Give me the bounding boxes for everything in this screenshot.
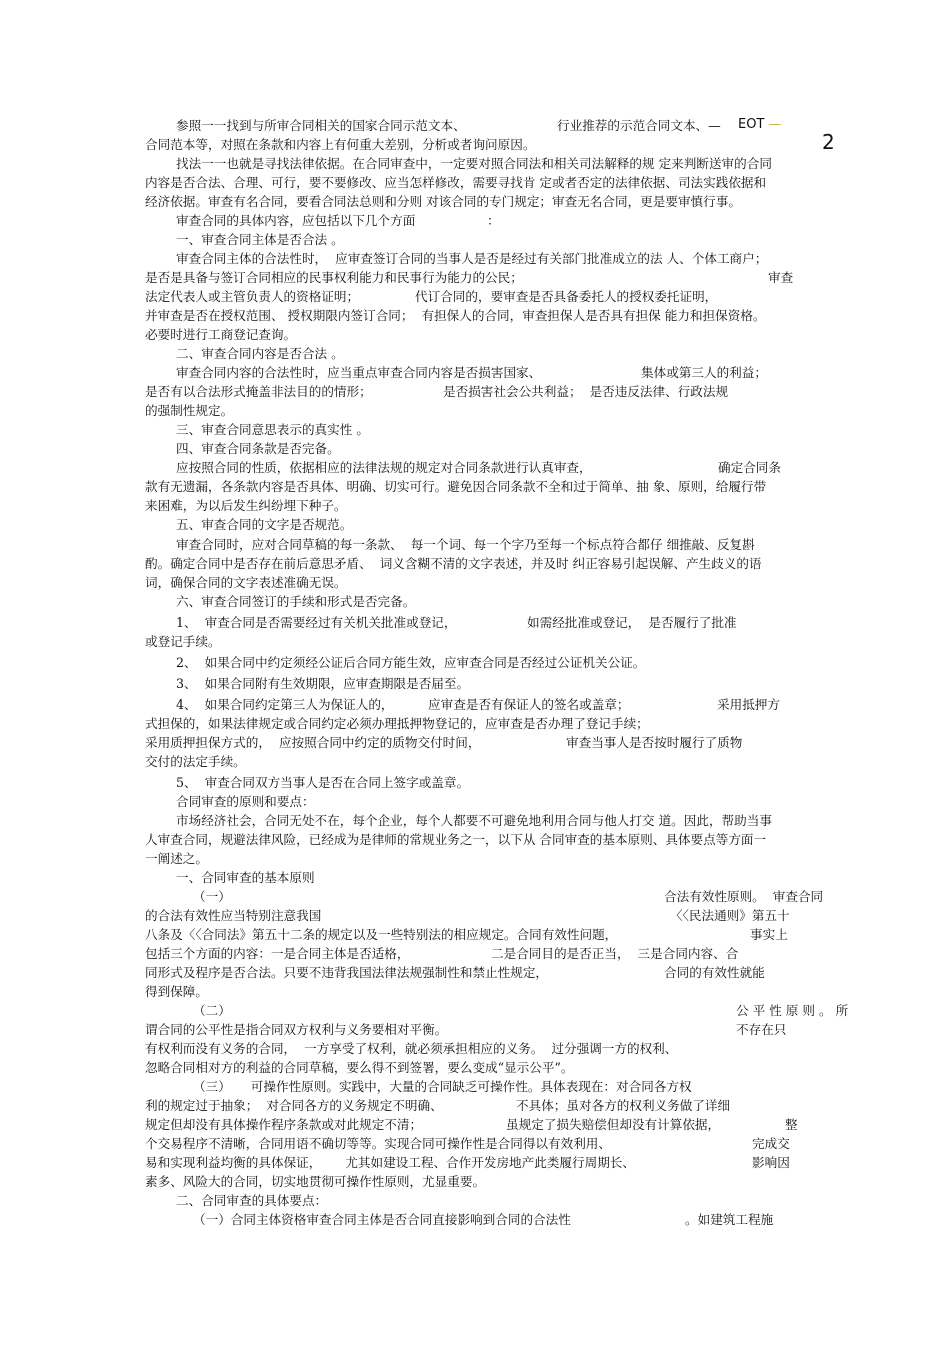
text-line: 素多、风险大的合同，切实地贯彻可操作性原则，尤显重要。 [145, 1174, 486, 1189]
eot-dash: — [764, 117, 782, 132]
text-line: 式担保的，如果法律规定或合同约定必须办理抵押物登记的，应审查是否办理了登记手续； [145, 716, 649, 731]
text-line: 法定代表人或主管负责人的资格证明； [145, 289, 360, 304]
text-line: 审查合同时，应对合同草稿的每一条款、 每一个词、每一个字乃至每一个标点符合都仔 细推敲、反复斟 [176, 537, 755, 552]
text-line: 忽略合同相对方的利益的合同草稿，要么得不到签署，要么变成“显示公平”。 [145, 1060, 574, 1075]
text-line: 合同的有效性就能 [664, 965, 765, 980]
text-line: （一）合同主体资格审查合同主体是否合同直接影响到合同的合法性 [193, 1212, 571, 1227]
text-line: 必要时进行工商登记查询。 [145, 327, 297, 342]
text-line: 是否是具备与签订合同相应的民事权利能力和民事行为能力的公民； [145, 270, 523, 285]
text-line: 2、 如果合同中约定须经公证后合同方能生效，应审查合同是否经过公证机关公证。 [176, 655, 646, 670]
text-line: 采用抵押方 [717, 697, 780, 712]
text-line: 〈〈民法通则》第五十 [670, 908, 790, 923]
text-line: 合同审查的原则和要点： [176, 794, 315, 809]
text-line: 影响因 [752, 1155, 790, 1170]
text-line: 审查当事人是否按时履行了质物 [566, 735, 743, 750]
text-line: 参照一一找到与所审合同相关的国家合同示范文本、 [176, 118, 466, 133]
text-line: 4、 如果合同约定第三人为保证人的， [176, 697, 394, 712]
text-line: 如需经批准或登记， 是否履行了批准 [527, 615, 737, 630]
text-line: 的合法有效性应当特别注意我国 [145, 908, 322, 923]
header-eot-mark [738, 117, 782, 132]
text-line: 五、审查合同的文字是否规范。 [176, 517, 353, 532]
text-line: 一、审查合同主体是否合法 。 [176, 232, 344, 247]
text-line: 词，确保合同的文字表述准确无误。 [145, 575, 347, 590]
text-line: 或登记手续。 [145, 634, 221, 649]
text-line: 包括三个方面的内容：一是合同主体是否适格， [145, 946, 410, 961]
text-line: 款有无遗漏，各条款内容是否具体、明确、切实可行。避免因合同条款不全和过于简单、抽 象、原则，给履行带 [145, 479, 767, 494]
text-line: 不具体；虽对各方的权利义务做了详细 [516, 1098, 731, 1113]
text-line: 人审查合同，规避法律风险，已经成为是律师的常规业务之一，以下从 合同审查的基本原则、具体要点等方面一 [145, 832, 767, 847]
text-line: 审查 [768, 270, 794, 285]
text-line: 应按照合同的性质，依据相应的法律法规的规定对合同条款进行认真审查， [176, 460, 592, 475]
text-line: 审查合同主体的合法性时， 应审查签订合同的当事人是否是经过有关部门批准成立的法 人、个体工商户； [176, 251, 768, 266]
text-line: 内容是否合法、合理、可行，要不要修改、应当怎样修改，需要寻找肯 定或者否定的法律依据、司法实践依据和 [145, 175, 767, 190]
text-line: 八条及〈〈合同法》第五十二条的规定以及一些特别法的相应规定。合同有效性问题， [145, 927, 618, 942]
page-number: 2 [822, 130, 835, 154]
text-line: 合法有效性原则。 审查合同 [664, 889, 824, 904]
text-line: 事实上 [750, 927, 788, 942]
text-line: （一） [193, 889, 231, 904]
text-line: （二） [193, 1003, 231, 1018]
text-line: 交付的法定手续。 [145, 754, 246, 769]
text-line: 5、 审查合同双方当事人是否在合同上签字或盖章。 [176, 775, 470, 790]
text-line: 的强制性规定。 [145, 403, 234, 418]
text-line: 确定合同条 [718, 460, 781, 475]
text-line: 谓合同的公平性是指合同双方权利与义务要相对平衡。 [145, 1022, 448, 1037]
eot-text: EOT [738, 117, 765, 132]
text-line: 是否损害社会公共利益； 是否违反法律、行政法规 [443, 384, 729, 399]
text-line: 市场经济社会，合同无处不在，每个企业，每个人都要不可避免地利用合同与他人打交 道。因此，帮助当事 [176, 813, 772, 828]
text-line: 虽规定了损失赔偿但却没有计算依据， [506, 1117, 721, 1132]
text-line: 找法一一也就是寻找法律依据。在合同审查中，一定要对照合同法和相关司法解释的规 定来判断送审的合同 [176, 156, 772, 171]
text-line: 二是合同目的是否正当， 三是合同内容、合 [491, 946, 739, 961]
text-line: 应审查是否有保证人的签名或盖章； [428, 697, 630, 712]
text-line: 利的规定过于抽象； 对合同各方的义务规定不明确、 [145, 1098, 443, 1113]
text-line: 代订合同的，要审查是否具备委托人的授权委托证明， [415, 289, 718, 304]
text-line: 采用质押担保方式的， 应按照合同中约定的质物交付时间， [145, 735, 481, 750]
text-line: 行业推荐的示范合同文本、— [557, 118, 721, 133]
text-line: 易和实现利益均衡的具体保证， 尤其如建设工程、合作开发房地产此类履行周期长、 [145, 1155, 635, 1170]
text-line: 是否有以合法形式掩盖非法目的的情形； [145, 384, 372, 399]
text-line: ： [487, 213, 500, 228]
text-line: 3、 如果合同附有生效期限，应审查期限是否届至。 [176, 676, 470, 691]
text-line: 同形式及程序是否合法。只要不违背我国法律法规强制性和禁止性规定， [145, 965, 548, 980]
text-line: 经济依据。审查有名合同，要看合同法总则和分则 对该合同的专门规定；审查无名合同，更是要审慎行事。 [145, 194, 741, 209]
text-line: 六、审查合同签订的手续和形式是否完备。 [176, 594, 416, 609]
text-line: （三） 可操作性原则。实践中，大量的合同缺乏可操作性。具体表现在：对合同各方权 [193, 1079, 692, 1094]
text-line: 审查合同内容的合法性时，应当重点审查合同内容是否损害国家、 [176, 365, 542, 380]
text-line: 个交易程序不清晰，合同用语不确切等等。实现合同可操作性是合同得以有效利用、 [145, 1136, 611, 1151]
text-line: 1、 审查合同是否需要经过有关机关批准或登记， [176, 615, 457, 630]
text-line: 四、审查合同条款是否完备。 [176, 441, 340, 456]
text-line: 审查合同的具体内容，应包括以下几个方面 [176, 213, 416, 228]
text-line: 三、审查合同意思表示的真实性 。 [176, 422, 369, 437]
text-line: 二、审查合同内容是否合法 。 [176, 346, 344, 361]
text-line: 二、合同审查的具体要点： [176, 1193, 328, 1208]
text-line: 一、合同审查的基本原则 [176, 870, 315, 885]
text-line: 公 平 性 原 则 。 所 [736, 1003, 849, 1018]
text-line: 一阐述之。 [145, 851, 208, 866]
text-line: 来困难，为以后发生纠纷埋下种子。 [145, 498, 347, 513]
text-line: 集体或第三人的利益； [641, 365, 767, 380]
text-line: 整 [785, 1117, 798, 1132]
text-line: 。如建筑工程施 [685, 1212, 774, 1227]
text-line: 不存在只 [736, 1022, 787, 1037]
text-line: 规定但却没有具体操作程序条款或对此规定不清； [145, 1117, 423, 1132]
text-line: 并审查是否在授权范围、 授权期限内签订合同； 有担保人的合同，审查担保人是否具有担保 能力和担保资格。 [145, 308, 766, 323]
text-line: 酌。确定合同中是否存在前后意思矛盾、 词义含糊不清的文字表述，并及时 纠正容易引起误解、产生歧义的语 [145, 556, 762, 571]
text-line: 完成交 [752, 1136, 790, 1151]
text-line: 合同范本等，对照在条款和内容上有何重大差别，分析或者询问原因。 [145, 137, 536, 152]
text-line: 有权利而没有义务的合同， 一方享受了权利，就必须承担相应的义务。 过分强调一方的权利、 [145, 1041, 678, 1056]
text-line: 得到保障。 [145, 984, 208, 999]
